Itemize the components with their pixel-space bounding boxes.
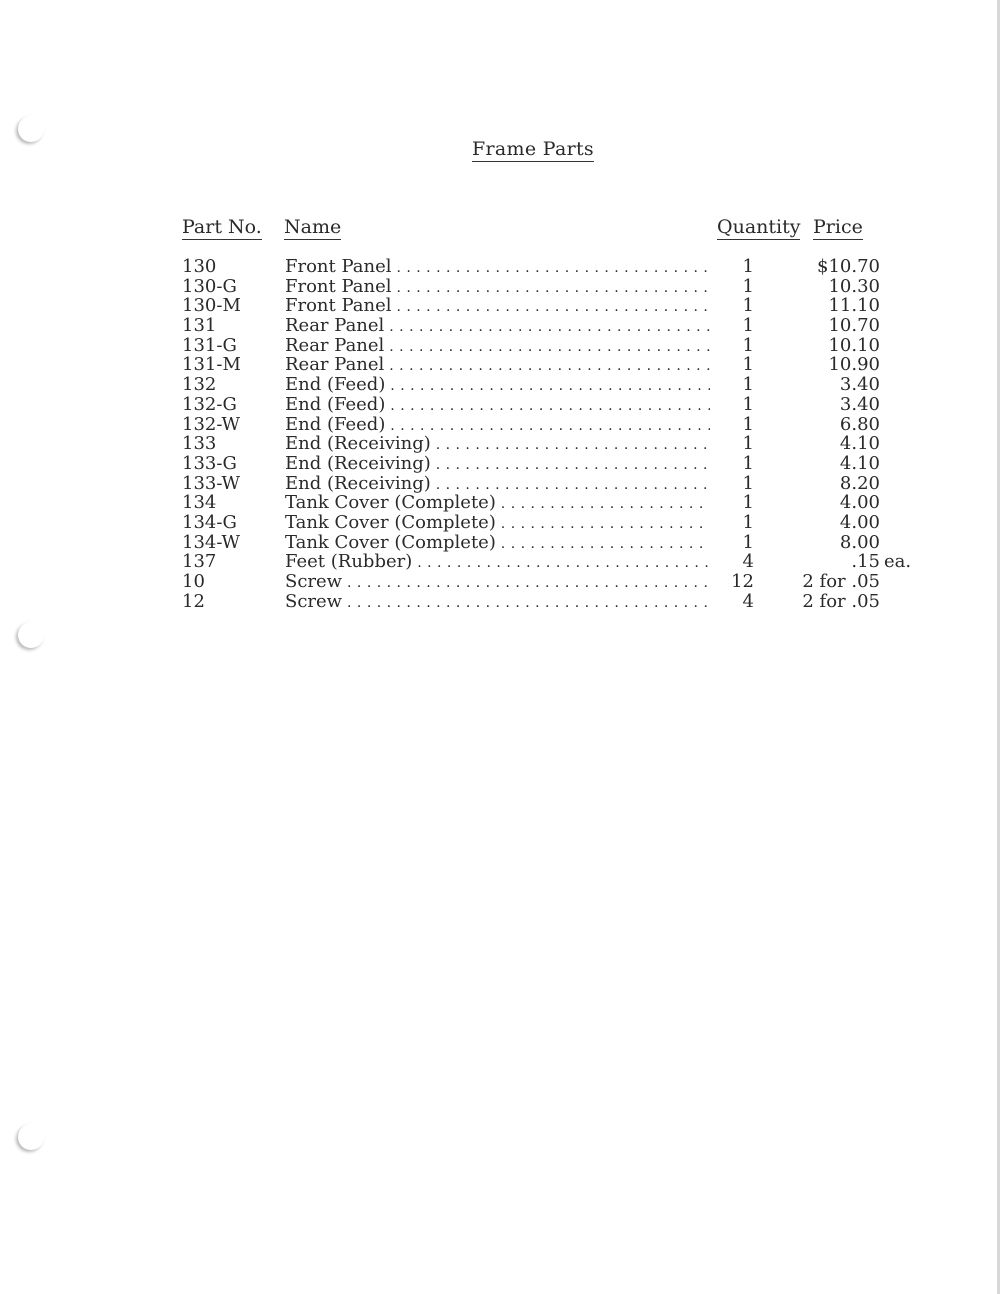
part-price: 8.00	[839, 531, 880, 553]
part-price: $10.70	[817, 256, 880, 277]
part-number: 133-W	[182, 472, 240, 494]
part-price: 2 for .05	[802, 571, 880, 592]
part-number: 131-G	[182, 334, 237, 356]
table-row	[0, 316, 1000, 336]
part-quantity: 1	[742, 393, 754, 415]
parts-table	[0, 257, 1000, 611]
part-price: 4.10	[839, 433, 880, 455]
part-name: End (Receiving) . . .	[285, 454, 710, 476]
part-name: End (Feed) . . .	[285, 415, 710, 437]
part-price: 10.70	[828, 315, 880, 337]
header-part-no	[182, 216, 262, 240]
part-number: 132-W	[182, 413, 240, 435]
header-quantity	[717, 216, 800, 240]
part-quantity: 1	[742, 315, 754, 337]
table-row	[0, 375, 1000, 395]
part-number: 134-G	[182, 511, 237, 533]
part-number: 12	[182, 590, 205, 612]
part-price: .15	[851, 551, 880, 573]
part-price: 4.00	[839, 511, 880, 533]
part-number: 133	[182, 433, 217, 455]
header-price	[813, 216, 863, 240]
table-row	[0, 395, 1000, 415]
part-quantity: 1	[742, 295, 754, 317]
table-row	[0, 415, 1000, 435]
part-name: Front Panel . . .	[285, 277, 710, 299]
part-price: 10.90	[828, 354, 880, 376]
part-quantity: 1	[742, 511, 754, 533]
part-number: 132-G	[182, 393, 237, 415]
part-name: Feet (Rubber) . . .	[285, 552, 710, 574]
part-number: 130-G	[182, 275, 237, 297]
part-quantity: 4	[742, 551, 754, 573]
part-number: 133-G	[182, 452, 237, 474]
part-price: 3.40	[839, 374, 880, 396]
part-price: 4.10	[839, 452, 880, 474]
part-number: 10	[182, 571, 205, 592]
punch-hole-bottom	[18, 1124, 44, 1150]
table-row	[0, 257, 1000, 277]
part-quantity: 1	[742, 374, 754, 396]
part-name: Screw . . .	[285, 572, 710, 594]
header-part-no-label: Part No.	[182, 216, 262, 238]
price-suffix: ea.	[884, 551, 912, 573]
page-title-text: Frame Parts	[472, 138, 594, 160]
part-name: End (Feed) . . .	[285, 395, 710, 417]
header-name	[284, 216, 341, 240]
table-row	[0, 572, 1000, 592]
part-number: 134-W	[182, 531, 240, 553]
table-row	[0, 592, 1000, 612]
table-row	[0, 513, 1000, 533]
table-row	[0, 336, 1000, 356]
table-row	[0, 474, 1000, 494]
part-name: Tank Cover (Complete) . . .	[285, 513, 710, 535]
table-row	[0, 493, 1000, 513]
part-price: 3.40	[839, 393, 880, 415]
table-row	[0, 277, 1000, 297]
part-quantity: 12	[731, 571, 754, 592]
part-number: 130	[182, 256, 217, 277]
part-quantity: 1	[742, 413, 754, 435]
part-name: Rear Panel . . .	[285, 336, 710, 358]
part-number: 137	[182, 551, 217, 573]
part-name: Front Panel . . .	[285, 257, 710, 279]
part-number: 132	[182, 374, 217, 396]
part-quantity: 1	[742, 256, 754, 277]
part-number: 134	[182, 492, 217, 514]
part-name: End (Feed) . . .	[285, 375, 710, 397]
header-quantity-label: Quantity	[717, 216, 801, 238]
part-quantity: 1	[742, 433, 754, 455]
table-row	[0, 355, 1000, 375]
part-quantity: 1	[742, 531, 754, 553]
part-number: 131-M	[182, 354, 241, 376]
part-quantity: 4	[742, 590, 754, 612]
table-row	[0, 533, 1000, 553]
part-name: Tank Cover (Complete) . . .	[285, 533, 710, 555]
table-row	[0, 434, 1000, 454]
part-quantity: 1	[742, 354, 754, 376]
header-name-label: Name	[284, 216, 342, 238]
part-number: 131	[182, 315, 217, 337]
part-price: 10.10	[828, 334, 880, 356]
part-quantity: 1	[742, 275, 754, 297]
table-row	[0, 454, 1000, 474]
part-price: 11.10	[828, 295, 880, 317]
punch-hole-middle	[18, 622, 44, 648]
part-quantity: 1	[742, 492, 754, 514]
part-number: 130-M	[182, 295, 241, 317]
header-price-label: Price	[813, 216, 863, 238]
part-quantity: 1	[742, 334, 754, 356]
table-row	[0, 552, 1000, 572]
part-name: Rear Panel . . .	[285, 355, 710, 377]
part-price: 6.80	[839, 413, 880, 435]
part-name: Front Panel . . .	[285, 296, 710, 318]
part-quantity: 1	[742, 452, 754, 474]
part-quantity: 1	[742, 472, 754, 494]
part-price: 8.20	[839, 472, 880, 494]
part-name: Rear Panel . . .	[285, 316, 710, 338]
table-row	[0, 296, 1000, 316]
part-name: End (Receiving) . . .	[285, 474, 710, 496]
part-name: Tank Cover (Complete) . . .	[285, 493, 710, 515]
page-title	[0, 138, 1000, 160]
part-price: 2 for .05	[802, 590, 880, 612]
part-price: 10.30	[828, 275, 880, 297]
part-price: 4.00	[839, 492, 880, 514]
part-name: Screw . . .	[285, 592, 710, 614]
part-name: End (Receiving) . . .	[285, 434, 710, 456]
